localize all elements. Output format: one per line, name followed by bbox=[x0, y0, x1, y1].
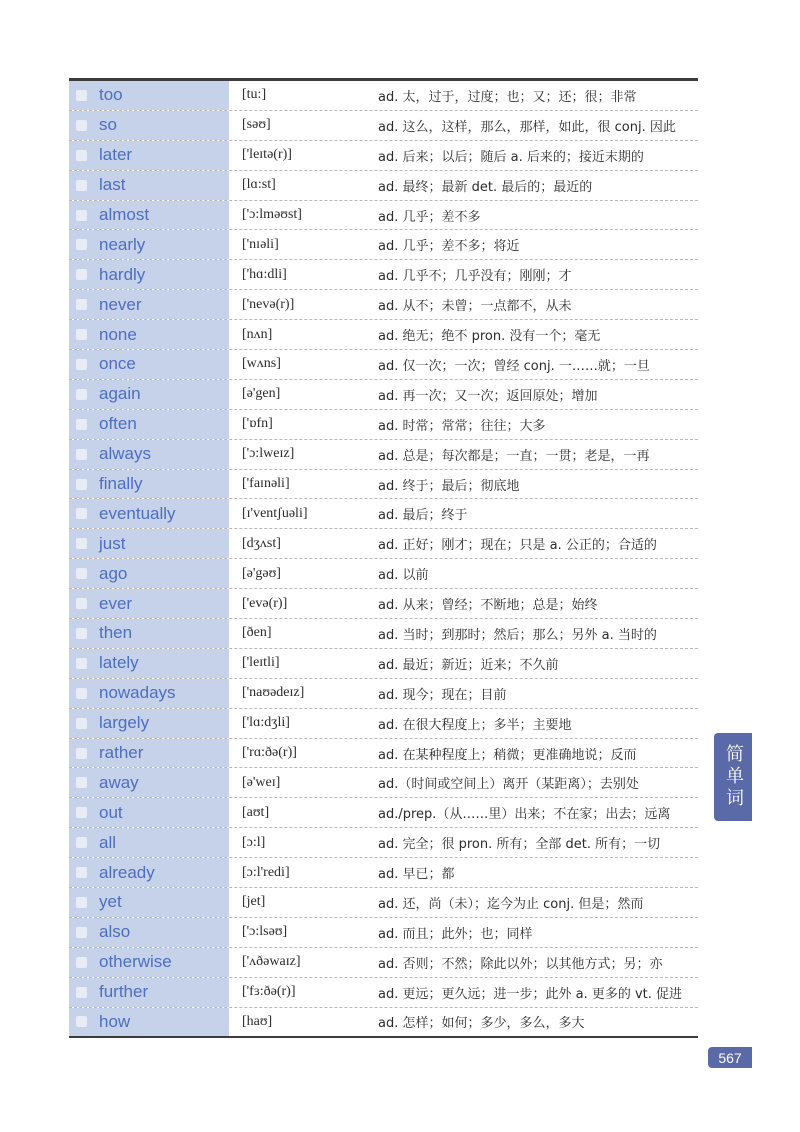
definition-text: ad.（时间或空间上）离开（某距离）；去别处 bbox=[378, 777, 639, 793]
table-row bbox=[69, 918, 698, 948]
phonetic-text: [ɔ:l] bbox=[242, 834, 266, 850]
word-cell bbox=[69, 230, 230, 259]
word-text: how bbox=[99, 1011, 131, 1031]
phonetic-text: [ɔ:l'redi] bbox=[242, 864, 290, 880]
definition-text: ad. 在某种程度上；稍微；更准确地说；反而 bbox=[378, 747, 637, 763]
checkbox-icon[interactable] bbox=[76, 718, 87, 729]
word-cell bbox=[69, 798, 230, 827]
table-row bbox=[69, 260, 698, 290]
word-text: nearly bbox=[99, 234, 146, 254]
section-tab: 简单词 bbox=[714, 733, 752, 821]
vocabulary-table bbox=[69, 81, 698, 1038]
checkbox-icon[interactable] bbox=[76, 479, 87, 490]
definition-text: ad. 完全；很 pron. 所有；全部 det. 所有；一切 bbox=[378, 837, 661, 853]
definition-text: ad. 在很大程度上；多半；主要地 bbox=[378, 717, 572, 733]
definition-text: ad. 这么，这样，那么，那样，如此，很 conj. 因此 bbox=[378, 119, 676, 135]
phonetic-text: ['rɑ:ðə(r)] bbox=[242, 745, 297, 761]
word-cell bbox=[69, 948, 230, 977]
table-row bbox=[69, 858, 698, 888]
table-row bbox=[69, 798, 698, 828]
checkbox-icon[interactable] bbox=[76, 389, 87, 400]
word-text: rather bbox=[99, 743, 144, 763]
table-row bbox=[69, 768, 698, 798]
word-text: already bbox=[99, 862, 155, 882]
definition-text: ad. 从不；未曾；一点都不，从未 bbox=[378, 299, 572, 315]
table-row bbox=[69, 649, 698, 679]
table-row bbox=[69, 1008, 698, 1038]
word-cell bbox=[69, 529, 230, 558]
table-row bbox=[69, 141, 698, 171]
definition-text: ad. 最终；最新 det. 最后的；最近的 bbox=[378, 179, 593, 195]
phonetic-text: [dʒʌst] bbox=[242, 535, 281, 551]
checkbox-icon[interactable] bbox=[76, 658, 87, 669]
table-row bbox=[69, 559, 698, 589]
word-cell bbox=[69, 649, 230, 678]
phonetic-text: ['evə(r)] bbox=[242, 595, 288, 611]
table-row bbox=[69, 529, 698, 559]
table-row bbox=[69, 230, 698, 260]
phonetic-text: ['fɜ:ðə(r)] bbox=[242, 984, 296, 1000]
page-number: 567 bbox=[708, 1047, 752, 1068]
word-text: just bbox=[99, 533, 126, 553]
phonetic-text: ['nɪəli] bbox=[242, 236, 279, 252]
checkbox-icon[interactable] bbox=[76, 329, 87, 340]
word-cell bbox=[69, 260, 230, 289]
definition-text: ad. 现今；现在；目前 bbox=[378, 687, 507, 703]
word-text: further bbox=[99, 982, 149, 1002]
word-cell bbox=[69, 858, 230, 887]
definition-text: ad. 终于；最后；彻底地 bbox=[378, 478, 520, 494]
checkbox-icon[interactable] bbox=[76, 568, 87, 579]
word-cell bbox=[69, 380, 230, 409]
table-row bbox=[69, 470, 698, 500]
checkbox-icon[interactable] bbox=[76, 628, 87, 639]
phonetic-text: [ə'gəʊ] bbox=[242, 565, 281, 581]
word-text: nowadays bbox=[99, 683, 176, 703]
checkbox-icon[interactable] bbox=[76, 807, 87, 818]
word-cell bbox=[69, 470, 230, 499]
table-row bbox=[69, 350, 698, 380]
checkbox-icon[interactable] bbox=[76, 508, 87, 519]
definition-text: ad. 太，过于，过度；也；又；还；很；非常 bbox=[378, 89, 637, 105]
word-cell bbox=[69, 888, 230, 917]
definition-text: ad. 还，尚（未）；迄今为止 conj. 但是；然而 bbox=[378, 896, 644, 912]
phonetic-text: [səʊ] bbox=[242, 117, 271, 133]
table-row bbox=[69, 440, 698, 470]
checkbox-icon[interactable] bbox=[76, 538, 87, 549]
table-row bbox=[69, 290, 698, 320]
word-cell bbox=[69, 589, 230, 618]
word-text: again bbox=[99, 384, 141, 404]
phonetic-text: ['faɪnəli] bbox=[242, 476, 290, 492]
checkbox-icon[interactable] bbox=[76, 180, 87, 191]
table-row bbox=[69, 171, 698, 201]
word-text: eventually bbox=[99, 503, 176, 523]
phonetic-text: ['leɪtli] bbox=[242, 655, 280, 671]
word-text: later bbox=[99, 145, 133, 165]
word-cell bbox=[69, 619, 230, 648]
definition-text: ad. 以前 bbox=[378, 568, 429, 584]
word-text: last bbox=[99, 175, 126, 195]
word-text: once bbox=[99, 354, 136, 374]
definition-text: ad. 从来；曾经；不断地；总是；始终 bbox=[378, 598, 598, 614]
table-row bbox=[69, 739, 698, 769]
word-text: hardly bbox=[99, 264, 146, 284]
word-cell bbox=[69, 1008, 230, 1036]
checkbox-icon[interactable] bbox=[76, 90, 87, 101]
checkbox-icon[interactable] bbox=[76, 449, 87, 460]
phonetic-text: [ɪ'ventʃuəli] bbox=[242, 505, 308, 521]
word-text: so bbox=[99, 115, 117, 135]
checkbox-icon[interactable] bbox=[76, 748, 87, 759]
word-text: ago bbox=[99, 563, 128, 583]
table-row bbox=[69, 320, 698, 350]
phonetic-text: ['naʊədeɪz] bbox=[242, 685, 305, 701]
phonetic-text: ['ɒfn] bbox=[242, 416, 273, 432]
definition-text: ad./prep.（从……里）出来；不在家；出去；远离 bbox=[378, 807, 671, 823]
table-row bbox=[69, 201, 698, 231]
word-text: almost bbox=[99, 205, 150, 224]
word-cell bbox=[69, 768, 230, 797]
definition-text: ad. 怎样；如何；多少，多么，多大 bbox=[378, 1016, 585, 1032]
checkbox-icon[interactable] bbox=[76, 987, 87, 998]
definition-text: ad. 否则；不然；除此以外；以其他方式；另；亦 bbox=[378, 956, 663, 972]
word-cell bbox=[69, 978, 230, 1007]
definition-text: ad. 再一次；又一次；返回原处；增加 bbox=[378, 388, 598, 404]
word-cell bbox=[69, 290, 230, 319]
phonetic-text: ['nevə(r)] bbox=[242, 296, 295, 312]
phonetic-text: [nʌn] bbox=[242, 326, 273, 342]
definition-text: ad. 绝无；绝不 pron. 没有一个；毫无 bbox=[378, 329, 601, 345]
definition-text: ad. 后来；以后；随后 a. 后来的；接近末期的 bbox=[378, 149, 644, 165]
phonetic-text: [ðen] bbox=[242, 625, 272, 641]
word-text: too bbox=[99, 85, 123, 105]
word-text: none bbox=[99, 324, 137, 344]
word-cell bbox=[69, 918, 230, 947]
word-text: always bbox=[99, 444, 151, 464]
word-cell bbox=[69, 499, 230, 528]
checkbox-icon[interactable] bbox=[76, 897, 87, 908]
table-row bbox=[69, 828, 698, 858]
word-cell bbox=[69, 739, 230, 768]
word-cell bbox=[69, 410, 230, 439]
word-cell bbox=[69, 320, 230, 349]
checkbox-icon[interactable] bbox=[76, 210, 87, 221]
checkbox-icon[interactable] bbox=[76, 777, 87, 788]
table-row bbox=[69, 948, 698, 978]
table-row bbox=[69, 978, 698, 1008]
word-text: finally bbox=[99, 474, 143, 494]
phonetic-text: ['ɔ:lweɪz] bbox=[242, 446, 295, 462]
word-cell bbox=[69, 828, 230, 857]
word-text: lately bbox=[99, 653, 139, 673]
word-text: otherwise bbox=[99, 952, 172, 972]
word-text: then bbox=[99, 623, 133, 643]
table-row bbox=[69, 410, 698, 440]
phonetic-text: [aʊt] bbox=[242, 804, 270, 820]
checkbox-icon[interactable] bbox=[76, 419, 87, 430]
word-cell bbox=[69, 201, 230, 230]
word-cell bbox=[69, 679, 230, 708]
table-row bbox=[69, 709, 698, 739]
word-text: all bbox=[99, 832, 117, 852]
table-row bbox=[69, 888, 698, 918]
phonetic-text: ['leɪtə(r)] bbox=[242, 147, 292, 163]
table-row bbox=[69, 380, 698, 410]
table-row bbox=[69, 619, 698, 649]
checkbox-icon[interactable] bbox=[76, 150, 87, 161]
phonetic-text: ['ɔ:lməʊst] bbox=[242, 207, 302, 222]
definition-text: ad. 最后；终于 bbox=[378, 508, 468, 524]
phonetic-text: [wʌns] bbox=[242, 356, 281, 372]
definition-text: ad. 更远；更久远；进一步；此外 a. 更多的 vt. 促进 bbox=[378, 986, 683, 1002]
word-text: ever bbox=[99, 593, 133, 613]
definition-text: ad. 正好；刚才；现在；只是 a. 公正的；合适的 bbox=[378, 538, 657, 554]
word-text: away bbox=[99, 772, 139, 792]
word-text: often bbox=[99, 414, 137, 434]
word-text: never bbox=[99, 294, 142, 314]
word-cell bbox=[69, 81, 230, 110]
word-text: also bbox=[99, 922, 131, 942]
definition-text: ad. 仅一次；一次；曾经 conj. 一……就；一旦 bbox=[378, 358, 650, 374]
checkbox-icon[interactable] bbox=[76, 120, 87, 131]
checkbox-icon[interactable] bbox=[76, 927, 87, 938]
phonetic-text: [jet] bbox=[242, 894, 266, 910]
definition-text: ad. 几乎；差不多；将近 bbox=[378, 239, 520, 255]
word-cell bbox=[69, 350, 230, 379]
checkbox-icon[interactable] bbox=[76, 598, 87, 609]
phonetic-text: ['hɑ:dli] bbox=[242, 266, 287, 282]
table-row bbox=[69, 111, 698, 141]
definition-text: ad. 时常；常常；往往；大多 bbox=[378, 418, 546, 434]
table-row bbox=[69, 81, 698, 111]
checkbox-icon[interactable] bbox=[76, 688, 87, 699]
table-row bbox=[69, 499, 698, 529]
phonetic-text: ['ɔ:lsəʊ] bbox=[242, 924, 288, 940]
definition-text: ad. 总是；每次都是；一直；一贯；老是，一再 bbox=[378, 448, 650, 464]
checkbox-icon[interactable] bbox=[76, 957, 87, 968]
definition-text: ad. 当时；到那时；然后；那么；另外 a. 当时的 bbox=[378, 627, 657, 643]
word-cell bbox=[69, 141, 230, 170]
word-cell bbox=[69, 559, 230, 588]
definition-text: ad. 早已；都 bbox=[378, 867, 455, 883]
word-text: out bbox=[99, 802, 123, 822]
definition-text: ad. 最近；新近；近来；不久前 bbox=[378, 657, 559, 673]
phonetic-text: ['lɑ:dʒli] bbox=[242, 715, 290, 731]
definition-text: ad. 而且；此外；也；同样 bbox=[378, 926, 533, 942]
definition-text: ad. 几乎不；几乎没有；刚刚；才 bbox=[378, 269, 572, 285]
checkbox-icon[interactable] bbox=[76, 1016, 87, 1027]
phonetic-text: [haʊ] bbox=[242, 1013, 273, 1029]
phonetic-text: ['ʌðəwaɪz] bbox=[242, 954, 301, 970]
table-row bbox=[69, 679, 698, 709]
phonetic-text: [tu:] bbox=[242, 87, 267, 103]
checkbox-icon[interactable] bbox=[76, 239, 87, 250]
table-row bbox=[69, 589, 698, 619]
phonetic-text: [lɑ:st] bbox=[242, 177, 276, 193]
phonetic-text: [ə'weɪ] bbox=[242, 774, 281, 790]
checkbox-icon[interactable] bbox=[76, 837, 87, 848]
word-cell bbox=[69, 111, 230, 140]
phonetic-text: [ə'gen] bbox=[242, 386, 281, 402]
checkbox-icon[interactable] bbox=[76, 299, 87, 310]
word-text: largely bbox=[99, 713, 150, 733]
word-text: yet bbox=[99, 892, 122, 912]
definition-text: ad. 几乎；差不多 bbox=[378, 209, 481, 225]
word-cell bbox=[69, 171, 230, 200]
checkbox-icon[interactable] bbox=[76, 867, 87, 878]
checkbox-icon[interactable] bbox=[76, 359, 87, 370]
word-cell bbox=[69, 440, 230, 469]
checkbox-icon[interactable] bbox=[76, 269, 87, 280]
word-cell bbox=[69, 709, 230, 738]
